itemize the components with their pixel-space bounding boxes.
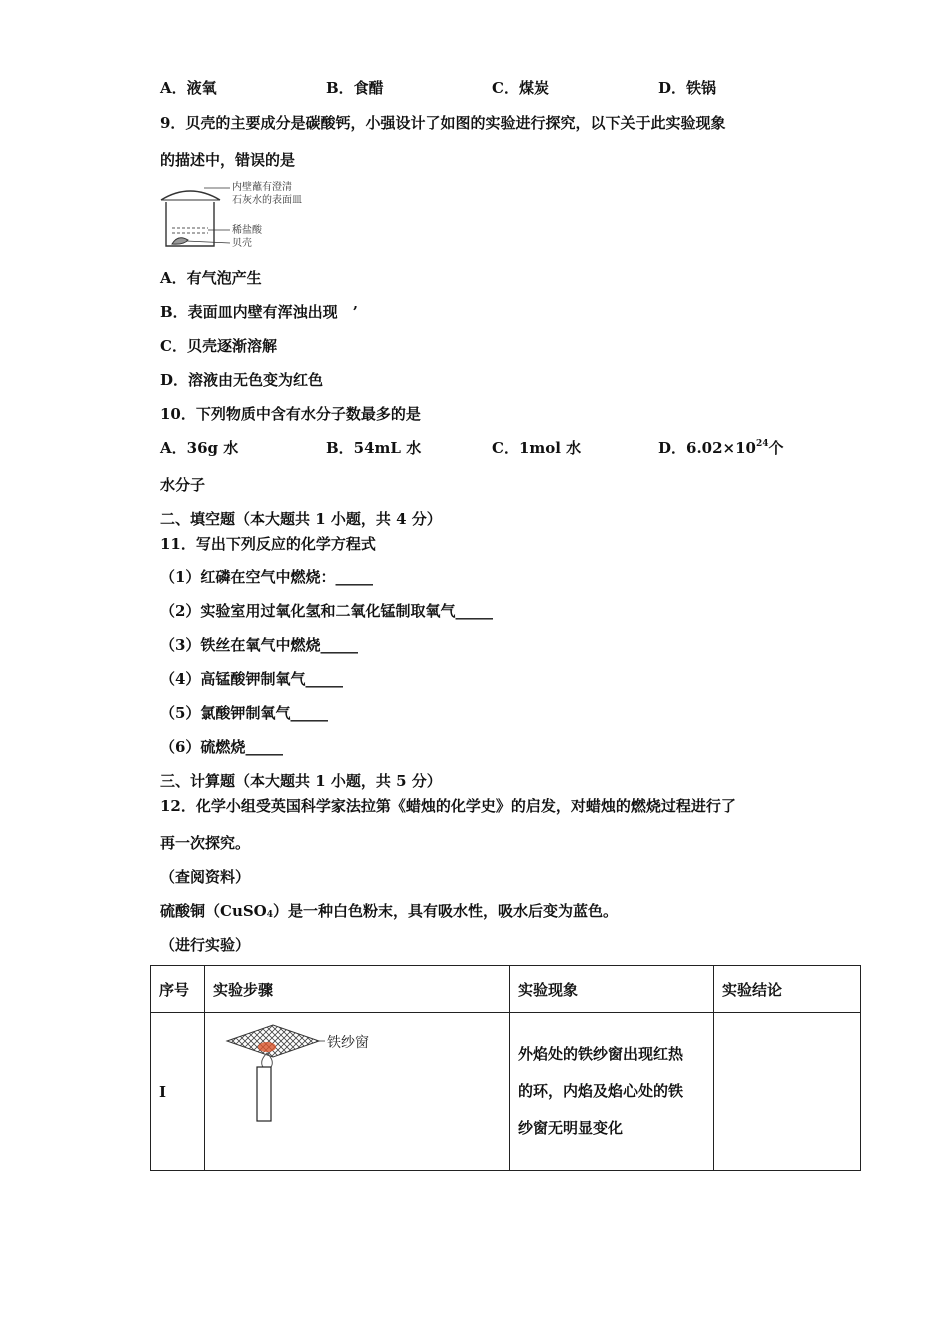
q11-stem: 11．写出下列反应的化学方程式	[160, 535, 376, 553]
q9-stem-line2: 的描述中，错误的是	[160, 151, 296, 169]
q11-item-4: （4）高锰酸钾制氧气_____	[160, 670, 343, 688]
section2-heading: 二、填空题（本大题共 1 小题，共 4 分）	[160, 510, 442, 528]
q10-option-d-exponent: 24	[755, 439, 769, 449]
watch-glass	[161, 191, 220, 200]
candle-shape	[257, 1067, 271, 1121]
header-conclusion: 实验结论	[714, 966, 861, 1013]
figure-label-dish-2: 石灰水的表面皿	[232, 195, 302, 206]
figure-label-gauze: 铁纱窗	[327, 1035, 369, 1051]
beaker	[166, 202, 214, 246]
q9-option-d: D．溶液由无色变为红色	[160, 371, 324, 389]
cuso4-info	[160, 900, 618, 921]
q9-option-b: B．表面皿内壁有浑浊出现 ’	[160, 303, 358, 321]
q8-option-b: B．食醋	[326, 79, 384, 97]
shell-shape	[172, 238, 188, 244]
q11-item-5: （5）氯酸钾制氧气_____	[160, 704, 328, 722]
header-steps: 实验步骤	[205, 966, 510, 1013]
q10-option-a: A．36g 水	[160, 439, 239, 457]
figure-label-acid: 稀盐酸	[232, 225, 262, 236]
section3-heading: 三、计算题（本大题共 1 小题，共 5 分）	[160, 772, 442, 790]
cuso4-after: ）是一种白色粉末，具有吸水性，吸水后变为蓝色。	[273, 902, 619, 920]
header-no: 序号	[151, 966, 205, 1013]
q8-option-a: A．液氧	[160, 79, 217, 97]
figure-label-shell: 贝壳	[232, 238, 252, 249]
table-header-row	[151, 966, 861, 1013]
experiment-table	[150, 965, 861, 1171]
candle-gauze-figure	[215, 1023, 415, 1133]
q10-option-d-prefix: D．6.02×10	[658, 439, 756, 457]
experiment-heading: （进行实验）	[160, 936, 251, 954]
q10-option-d-suffix: 个	[768, 439, 784, 457]
q10-option-b: B．54mL 水	[326, 439, 422, 457]
q12-line1: 12．化学小组受英国科学家法拉第《蜡烛的化学史》的启发，对蜡烛的燃烧过程进行了	[160, 797, 736, 815]
q8-option-d: D．铁锅	[658, 79, 717, 97]
q12-line2: 再一次探究。	[160, 834, 251, 852]
q11-item-3: （3）铁丝在氧气中燃烧_____	[160, 636, 358, 654]
q10-option-d-wrap: 水分子	[160, 476, 206, 494]
q10-stem: 10．下列物质中含有水分子数最多的是	[160, 405, 421, 423]
cuso4-subscript: 4	[266, 910, 274, 920]
q9-option-a: A．有气泡产生	[160, 269, 262, 287]
q9-stem-line1: 9．贝壳的主要成分是碳酸钙，小强设计了如图的实验进行探究，以下关于此实验现象	[160, 114, 726, 132]
row-steps	[205, 1013, 510, 1171]
lookup-heading: （查阅资料）	[160, 868, 251, 886]
table-row	[151, 1013, 861, 1171]
gauze-shape	[227, 1025, 319, 1057]
row-conclusion	[714, 1013, 861, 1171]
phenomenon-line-1: 外焰处的铁纱窗出现红热	[518, 1045, 684, 1063]
q9-apparatus-figure	[158, 178, 318, 254]
row-phenomenon	[510, 1013, 714, 1171]
q11-item-2: （2）实验室用过氧化氢和二氧化锰制取氧气_____	[160, 602, 493, 620]
q10-option-d	[658, 437, 784, 458]
figure-label-dish-1: 内壁蘸有澄清	[232, 182, 292, 193]
q8-option-c: C．煤炭	[492, 79, 549, 97]
row-no: I	[151, 1013, 205, 1171]
header-phenomenon: 实验现象	[510, 966, 714, 1013]
phenomenon-line-3: 纱窗无明显变化	[518, 1119, 624, 1137]
q11-item-6: （6）硫燃烧_____	[160, 738, 283, 756]
q11-item-1: （1）红磷在空气中燃烧：_____	[160, 568, 373, 586]
phenomenon-line-2: 的环，内焰及焰心处的铁	[518, 1082, 684, 1100]
q9-option-c: C．贝壳逐渐溶解	[160, 337, 277, 355]
q10-option-c: C．1mol 水	[492, 439, 582, 457]
cuso4-before: 硫酸铜（CuSO	[160, 902, 267, 920]
